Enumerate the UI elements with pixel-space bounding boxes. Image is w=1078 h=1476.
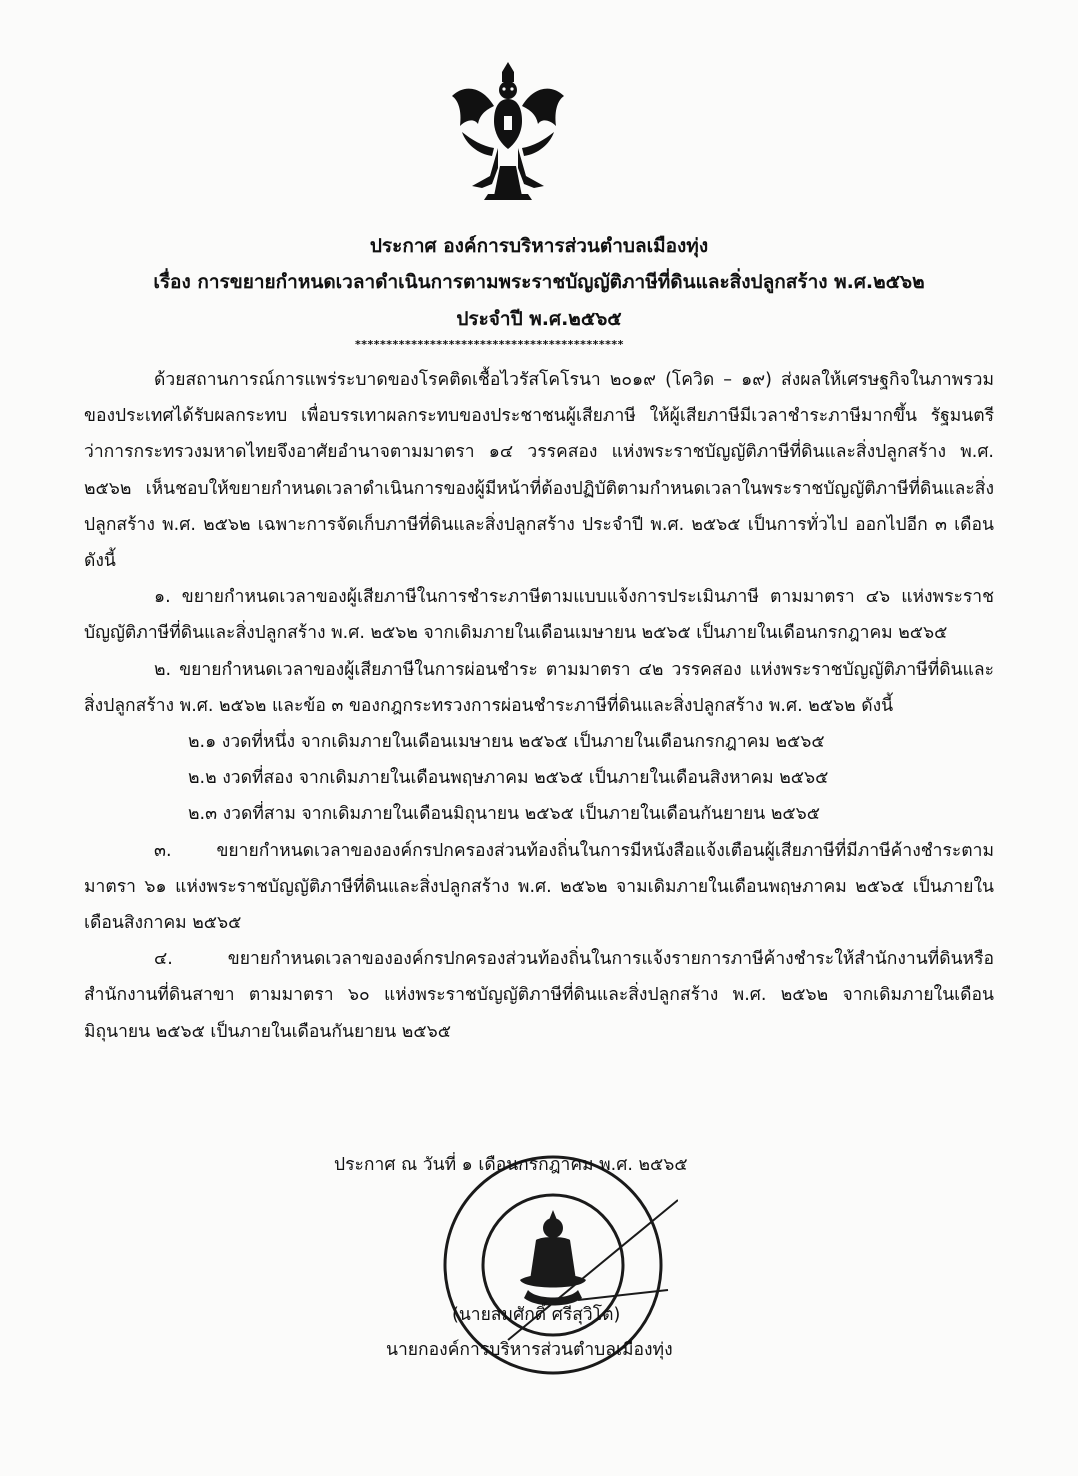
- item-2-3-line: ๒.๓ งวดที่สาม จากเดิมภายในเดือนมิถุนายน ๒๕๖๕ เป็นภายในเดือนกันยายน ๒๕๖๕: [188, 804, 820, 825]
- intro-paragraph: ด้วยสถานการณ์การแพร่ระบาดของโรคติดเชื้อไวรัสโคโรนา ๒๐๑๙ (โควิด – ๑๙) ส่งผลให้เศรษฐกิจในภาพรวมของประเทศได้รับผลกระทบ เพื่อบรรเทาผลกระทบของประชาชนผู้เสียภาษี ให้ผู้เสียภาษีมีเวลาชำระภาษีมากขึ้น รัฐมนตรีว่าการกระทรวงมหาดไทยจึงอาศัยอำนาจตามมาตรา ๑๔ วรรคสอง แห่งพระราชบัญญัติภาษีที่ดินและสิ่งปลูกสร้าง พ.ศ. ๒๕๖๒ เห็นชอบให้ขยายกำหนดเวลาดำเนินการของผู้มีหน้าที่ต้องปฏิบัติตามกำหนดเวลาในพระราชบัญญัติภาษีที่ดินและสิ่งปลูกสร้าง พ.ศ. ๒๕๖๒ เฉพาะการจัดเก็บภาษีที่ดินและสิ่งปลูกสร้าง ประจำปี พ.ศ. ๒๕๖๕ เป็นการทั่วไป ออกไปอีก ๓ เดือน ดังนี้: [84, 370, 994, 572]
- signatory-title: นายกองค์การบริหารส่วนตำบลเมืองทุ่ง: [386, 1340, 673, 1360]
- item-4-paragraph: ๔. ขยายกำหนดเวลาขององค์กรปกครองส่วนท้องถิ่นในการแจ้งรายการภาษีค้างชำระให้สำนักงานที่ดินหรือสำนักงานที่ดินสาขา ตามมาตรา ๖๐ แห่งพระราชบัญญัติภาษีที่ดินและสิ่งปลูกสร้าง พ.ศ. ๒๕๖๒ จากเดิมภายในเดือนมิถุนายน ๒๕๖๕ เป็นภายในเดือนกันยายน ๒๕๖๕: [84, 949, 994, 1042]
- signatory-name: (นายสมศักดิ์ ศรีสุวิโต): [452, 1305, 621, 1325]
- item-1-paragraph: ๑. ขยายกำหนดเวลาของผู้เสียภาษีในการชำระภาษีตามแบบแจ้งการประเมินภาษี ตามมาตรา ๔๖ แห่งพระราชบัญญัติภาษีที่ดินและสิ่งปลูกสร้าง พ.ศ. ๒๕๖๒ จากเดิมภายในเดือนเมษายน ๒๕๖๕ เป็นภายในเดือนกรกฎาคม ๒๕๖๕: [84, 587, 994, 644]
- item-2-paragraph: ๒. ขยายกำหนดเวลาของผู้เสียภาษีในการผ่อนชำระ ตามมาตรา ๔๒ วรรคสอง แห่งพระราชบัญญัติภาษีที่ดินและสิ่งปลูกสร้าง พ.ศ. ๒๕๖๒ และข้อ ๓ ของกฎกระทรวงการผ่อนชำระภาษีที่ดินและสิ่งปลูกสร้าง พ.ศ. ๒๕๖๒ ดังนี้: [84, 659, 994, 716]
- signature-date-line: ประกาศ ณ วันที่ ๑ เดือนกรกฎาคม พ.ศ. ๒๕๖๕: [334, 1155, 688, 1175]
- item-2-2-line: ๒.๒ งวดที่สอง จากเดิมภายในเดือนพฤษภาคม ๒๕๖๕ เป็นภายในเดือนสิงหาคม ๒๕๖๕: [188, 768, 829, 789]
- announcement-fiscal-year: ประจำปี พ.ศ.๒๕๖๕: [456, 308, 622, 330]
- item-2-1-line: ๒.๑ งวดที่หนึ่ง จากเดิมภายในเดือนเมษายน ๒๕๖๕ เป็นภายในเดือนกรกฎาคม ๒๕๖๕: [188, 732, 825, 753]
- announcement-body: [84, 362, 994, 1050]
- garuda-emblem: [448, 56, 568, 206]
- announcement-org-title: ประกาศ องค์การบริหารส่วนตำบลเมืองทุ่ง: [369, 235, 709, 257]
- separator-line: *******************************************: [355, 338, 624, 351]
- item-3-paragraph: ๓. ขยายกำหนดเวลาขององค์กรปกครองส่วนท้องถิ่นในการมีหนังสือแจ้งเตือนผู้เสียภาษีที่มีภาษีค้างชำระตามมาตรา ๖๑ แห่งพระราชบัญญัติภาษีที่ดินและสิ่งปลูกสร้าง พ.ศ. ๒๕๖๒ จามเดิมภายในเดือนพฤษภาคม ๒๕๖๕ เป็นภายในเดือนสิงกาคม ๒๕๖๕: [84, 840, 994, 934]
- announcement-subject: เรื่อง การขยายกำหนดเวลาดำเนินการตามพระราชบัญญัติภาษีที่ดินและสิ่งปลูกสร้าง พ.ศ.๒๕๖๒: [153, 271, 925, 293]
